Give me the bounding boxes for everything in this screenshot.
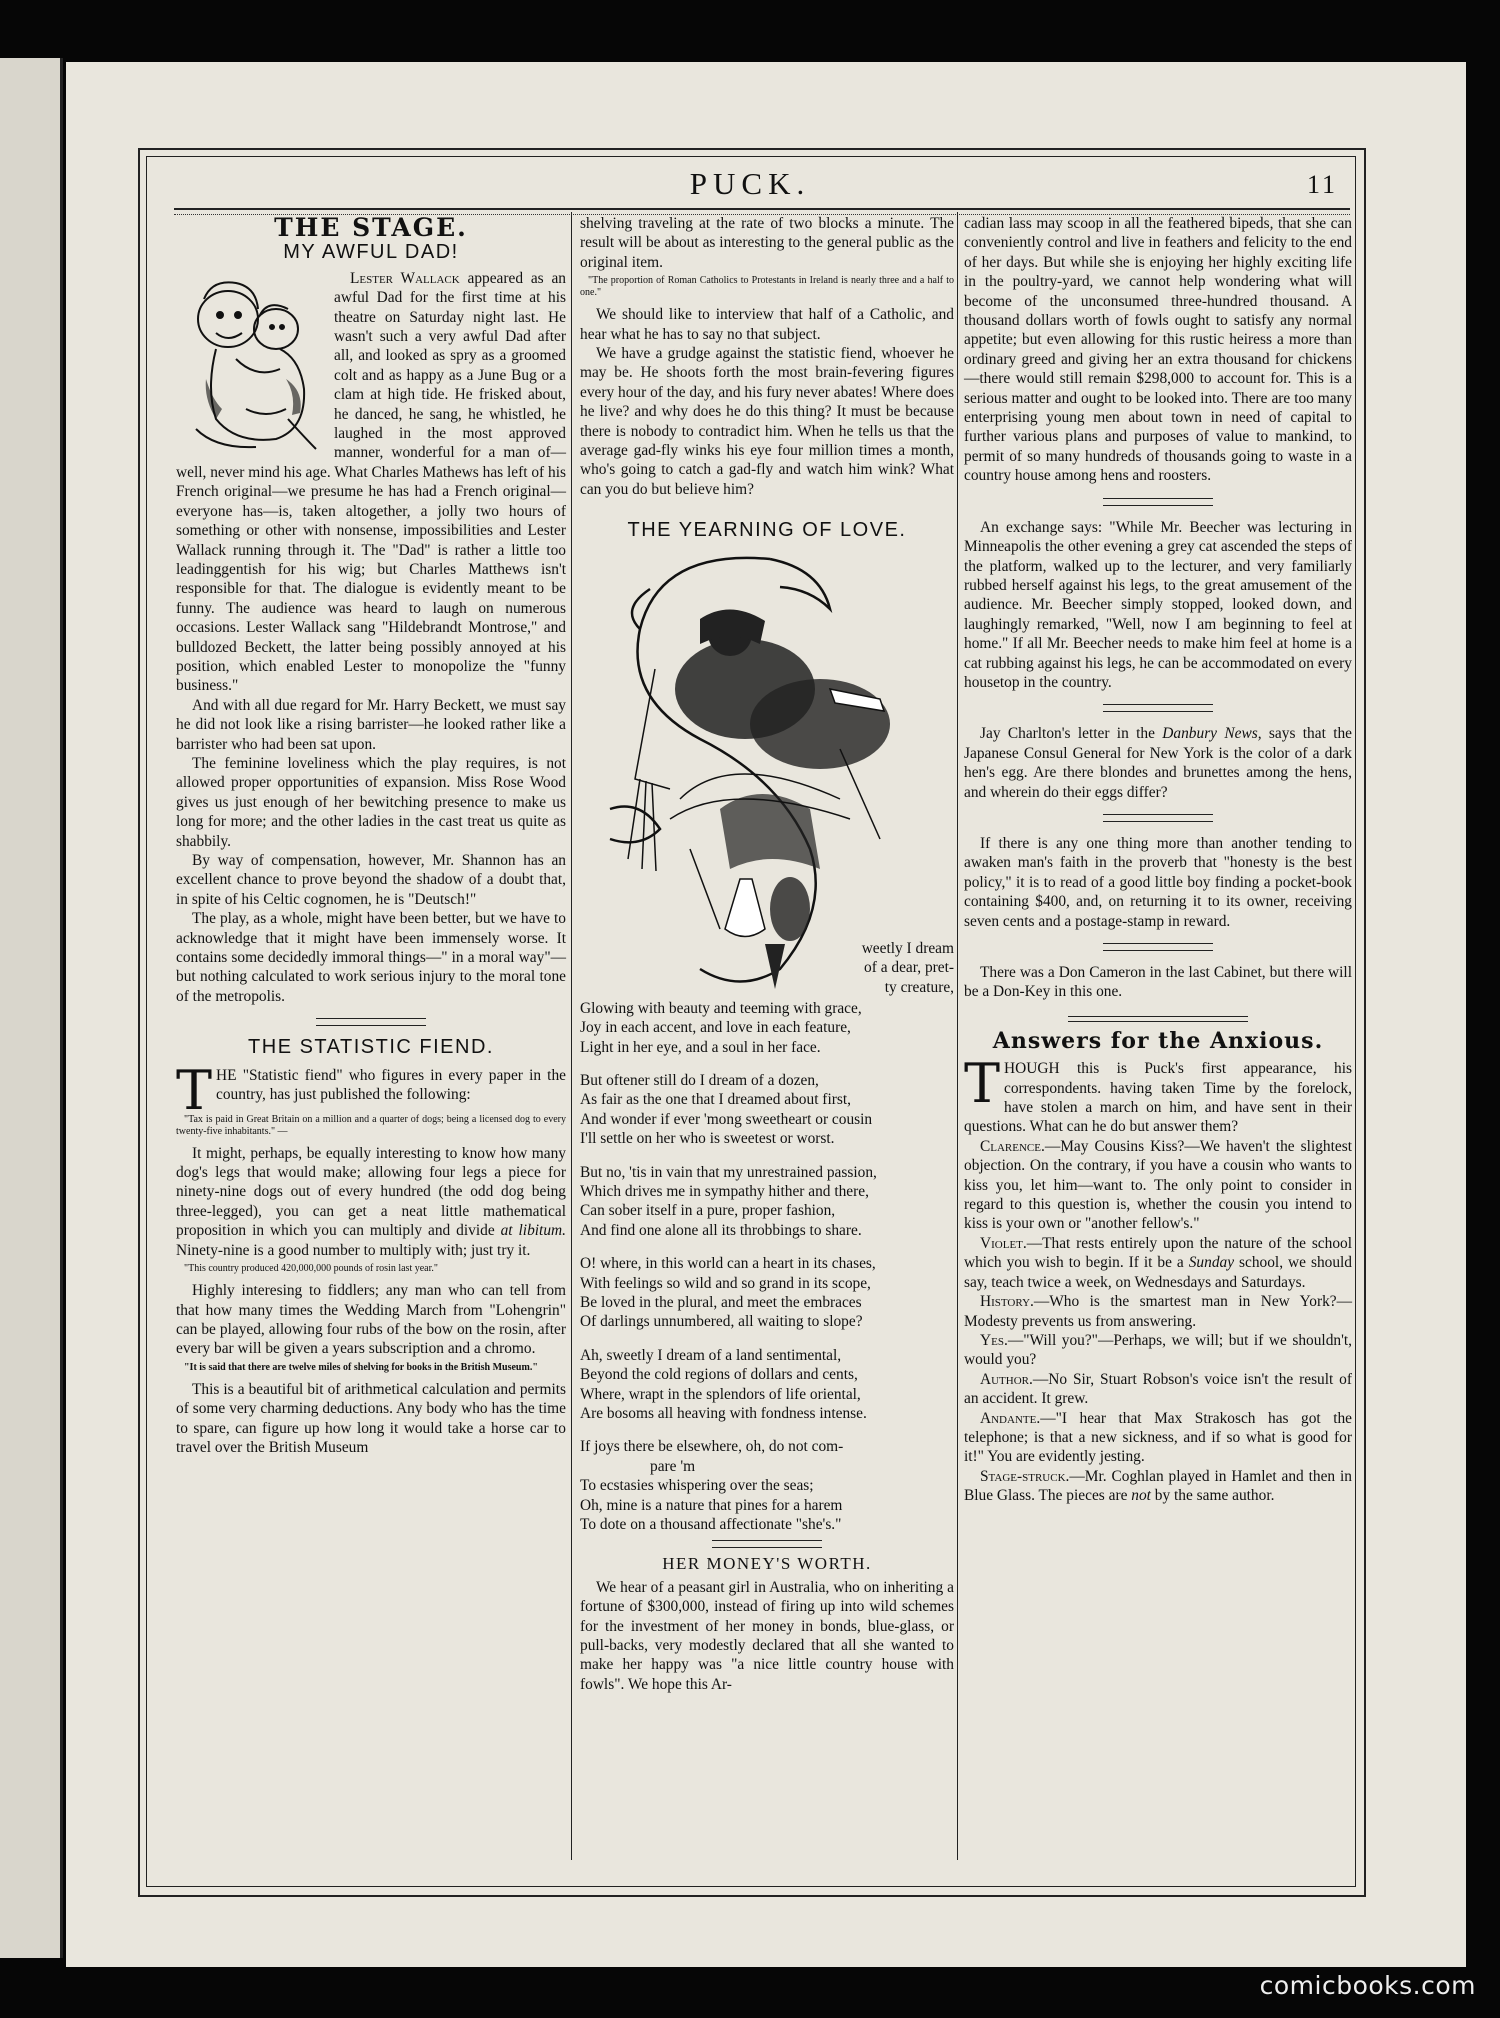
section-separator [1103,943,1213,951]
poem-first-lines [780,939,954,997]
masthead [150,166,1350,206]
poem-illustration-block [580,549,954,999]
poem-line: As fair as the one that I dreamed about first, [580,1091,851,1109]
lead-name-lester-wallack: Lester Wallack [350,269,460,287]
poem-stanza [580,1254,954,1332]
drop-cap: T [176,1058,213,1122]
paragraph: An exchange says: "While Mr. Beecher was lecturing in Minneapolis the other evening a grey cat ascended the steps of the platform, walked up to the lecturer, and very familiarly rubbed herself against his legs, to the great amusement of the audience. Mr. Beecher simply stopped, looked down, and laughingly remarked, "Well, now I am beginning to feel at home." If all Mr. Beecher needs to make him feel at home is a cat rubbing against his legs, he can be accommodated on every housetop in the country. [964,518,1352,691]
poem-line: But oftener still do I dream of a dozen, [580,1071,819,1089]
column-2 [580,214,954,1864]
poem-line: Light in her eye, and a soul in her face. [580,1038,821,1056]
facing-page-edge [0,58,63,1958]
section-separator [316,1018,426,1026]
poem-stanza [580,1437,954,1534]
poem-line: pare 'm [650,1457,696,1475]
quoted-statistic: "This country produced 420,000,000 pounds of rosin last year." [184,1263,438,1275]
poem-line: And find one alone all its throbbings to share. [580,1221,862,1239]
section-title-answers-for-the-anxious: Answers for the Anxious. [992,1027,1324,1054]
masthead-title: PUCK. [689,166,811,201]
poem-line: Beyond the cold regions of dollars and cents, [580,1366,858,1384]
correspondent-name: Clarence. [980,1137,1045,1155]
answer-text: —"I hear that Max Strakosch has got the telephone; is that a new sickness, and if so what is good for it!" You are evidently jesting. [964,1409,1352,1466]
answer-text: —No Sir, Stuart Robson's voice isn't the result of an accident. It grew. [964,1370,1352,1408]
section-title-the-stage: THE STAGE. [274,213,468,242]
poem-line: I'll settle on her who is sweetest or worst. [580,1130,835,1148]
paragraph: If there is any one thing more than another tending to awaken man's faith in the proverb that "honesty is the best policy," it is to read of a good little boy finding a pocket-book containing $400, and, on returning it to its owner, receiving seven cents and a postage-stamp in reward. [964,834,1352,930]
answer-text: —That rests entirely upon the nature of the school which you wish to begin. If it be a [964,1234,1352,1272]
emphasis: at libitum. [500,1222,566,1240]
column-divider [571,212,573,1860]
paragraph-part: Ninety-nine is a good number to multiply with; just try it. [176,1241,531,1259]
section-separator [1103,814,1213,822]
poem-line: Can sober itself in a pure, proper fashion, [580,1202,836,1220]
poem-stanza [580,999,954,1057]
paragraph: And with all due regard for Mr. Harry Beckett, we must say he did not look like a rising barrister—he looked rather like a barrister who had been sat upon. [176,696,566,753]
poem-line: Ah, sweetly I dream of a land sentimental, [580,1346,842,1364]
awful-dad-cartoon-illustration [176,269,326,459]
poem-line: Of darlings unnumbered, all waiting to slope? [580,1313,863,1331]
quoted-statistic: "Tax is paid in Great Britain on a million and a quarter of dogs; being a licensed dog to every twenty-five inhabitants." — [176,1113,566,1137]
correspondent-name: Author. [980,1370,1033,1388]
correspondent-name: Yes. [980,1331,1008,1349]
correspondent-name: History. [980,1293,1034,1311]
article-title-her-moneys-worth: HER MONEY'S WORTH. [662,1554,872,1574]
paragraph-part: It might, perhaps, be equally interesting to know how many dog's legs that would make; allowing four legs a piece for ninety-nine dogs out of every hundred (the odd dog being three-legged), you can get a neat little mathematical proposition in which you can multiply and divide [176,1144,566,1240]
section-separator [712,1540,822,1548]
poem-title-yearning-of-love: THE YEARNING OF LOVE. [627,519,907,542]
emphasis: Sunday [1188,1254,1235,1272]
drop-cap: T [964,1052,1001,1116]
column-3 [964,214,1352,1864]
poem-line: Glowing with beauty and teeming with grace, [580,999,862,1017]
paragraph-part: says that the Japanese Consul General for New York is the color of a dark hen's egg. Are there blondes and brunettes among the hens, and wherein do their eggs differ? [964,725,1353,801]
poem-line: To dote on a thousand affectionate "she's." [580,1516,842,1534]
poem-line: Are bosoms all heaving with fondness intense. [580,1405,867,1422]
source-watermark: comicbooks.com [1259,1971,1476,2000]
poem-line: Joy in each accent, and love in each feature, [580,1019,851,1037]
paragraph: HE "Statistic fiend" who figures in every paper in the country, has just published the following: [216,1066,566,1104]
paragraph: The feminine loveliness which the play requires, is not allowed proper opportunities of expansion. Miss Rose Wood gives us just enough of her bewitching presence to make us long for more; and the other ladies in the cast treat us quite as shabbily. [176,754,566,850]
poem-stanza [580,1346,954,1424]
answer-text: —Mr. Coghlan played in Hamlet and then in Blue Glass. The pieces are [964,1467,1352,1505]
poem-line: Which drives me in sympathy hither and there, [580,1182,869,1200]
column-1 [176,214,566,1864]
paragraph: We hear of a peasant girl in Australia, who on inheriting a fortune of $300,000, instead of firing up into wild schemes for the investment of her money in bonds, blue-glass, or pull-backs, very modestly declared that all she wanted to make her happy was "a nice little country house with fowls". We hope this Ar- [580,1578,954,1693]
quoted-statistic: "The proportion of Roman Catholics to Protestants in Ireland is nearly three and a half to one." [580,275,954,299]
emphasis: Danbury News, [1162,725,1262,743]
paragraph: This is a beautiful bit of arithmetical calculation and permits of some very charming deductions. Any body who has the time to spare, can figure up how long it would take a horse car to travel over the British Museum [176,1380,566,1456]
paragraph: We have a grudge against the statistic fiend, whoever he may be. He shoots forth the most brain-fevering figures every hour of the day, and his fury never abates! Where does he live? and why does he do this thing? It must be because there is nobody to contradict him. When he tells us that the average gad-fly winks his eye four million times a month, who's going to catch a gad-fly and watch him wink? What can you do but believe him? [580,345,954,498]
paragraph: shelving traveling at the rate of two blocks a minute. The result will be about as interesting to the general public as the original item. [580,215,954,271]
paragraph: Highly interesing to fiddlers; any man who can tell from that how many times the Wedding March from "Lohengrin" can be played, allowing four rubs of the bow on the rosin, after every bar will be given a years subscription and a chromo. [176,1282,566,1358]
emphasis: not [1131,1487,1151,1505]
poem-line: ty creature, [884,978,954,996]
article-title-my-awful-dad: MY AWFUL DAD! [283,241,459,264]
correspondent-name: Stage-struck. [980,1467,1070,1485]
paragraph: The play, as a whole, might have been better, but we have to acknowledge that it might have been immensely worse. It contains some decidedly immoral things—" in a moral way"—but nothing calculated to work serious injury to the moral tone of the metropolis. [176,910,566,1005]
poem-line: O! where, in this world can a heart in its chases, [580,1255,876,1273]
poem-line: weetly I dream [861,939,954,957]
poem-line: But no, 'tis in vain that my unrestrained passion, [580,1163,877,1181]
poem-yearning-of-love [580,999,954,1535]
paragraph: By way of compensation, however, Mr. Shannon has an excellent chance to prove beyond the shadow of a doubt that, in spite of his Celtic cognomen, he is "Deutsch!" [176,852,566,908]
poem-line: Where, wrapt in the splendors of life oriental, [580,1385,861,1403]
answer-text: —"Will you?"—Perhaps, we will; but if we shouldn't, would you? [964,1331,1352,1369]
paragraph: There was a Don Cameron in the last Cabinet, but there will be a Don-Key in this one. [964,964,1352,1001]
paragraph: We should like to interview that half of a Catholic, and hear what he has to say no that subject. [580,306,954,343]
answer-text: school, we should say, teach twice a week, on Wednesdays and Saturdays. [964,1254,1352,1291]
section-separator [1103,704,1213,712]
poem-line: Be loved in the plural, and meet the embraces [580,1293,862,1311]
paragraph: HOUGH this is Puck's first appearance, his correspondents. having taken Time by the forelock, have stolen a march on him, and have sent in their questions. What can he do but answer them? [964,1060,1352,1136]
paragraph-part: Jay Charlton's letter in the [980,725,1163,743]
woman-in-letter-s-illustration [580,549,954,999]
section-separator [1103,498,1213,506]
poem-line: To ecstasies whispering over the seas; [580,1477,814,1495]
correspondent-name: Violet. [980,1234,1027,1252]
page-number: 11 [1306,170,1338,199]
article-title-statistic-fiend: THE STATISTIC FIEND. [248,1036,494,1059]
poem-line: And wonder if ever 'mong sweetheart or cousin [580,1110,873,1128]
poem-stanza [580,1163,954,1241]
answer-text: by the same author. [1150,1487,1275,1505]
poem-line: of a dear, pret- [864,959,954,977]
poem-line: Oh, mine is a nature that pines for a harem [580,1496,843,1514]
quoted-statistic: "It is said that there are twelve miles of shelving for books in the British Museum." [184,1361,538,1373]
correspondent-name: Andante. [980,1409,1041,1427]
poem-line: With feelings so wild and so grand in its scope, [580,1274,871,1292]
paragraph: cadian lass may scoop in all the feathered bipeds, that she can conveniently control and live in feathers and felicity to the end of her days. But while she is enjoying her highly exciting life in the poultry-yard, we cannot help wondering what will become of the unconsumed three-hundred thousand. A thousand dollars worth of fowls ought to satisfy any normal appetite; but even allowing for this rustic heiress a more than ordinary greed and giving her an extra thousand for chickens—there would still remain $298,000 to account for. This is a serious matter and ought to be looked into. There are too many enterprising young men about town in need of capital to further various plans and purposes of value to mankind, to permit of so many hundreds of thousands going to waste in a country house among hens and roosters. [964,215,1352,485]
section-separator [1068,1016,1248,1022]
column-divider [957,212,959,1860]
poem-line: If joys there be elsewhere, oh, do not com- [580,1438,844,1456]
answer-text: —Who is the smartest man in New York?—Modesty prevents us from answering. [964,1293,1352,1330]
poem-stanza [580,1071,954,1149]
paragraph: appeared as an awful Dad for the first time at his theatre on Saturday night last. He wasn't such a very awful Dad after all, and looked as spry as a groomed colt and as happy as a June Bug or a clam at high tide. He frisked about, he danced, he sang, he whistled, he laughed in the most approved manner, wonderful for a man of—well, never mind his age. What Charles Mathews has left of his French original—we presume he has had a French original—everyone has—is, taken altogether, a jolly two hours of something or other with nonsense, impossibilities and Lester Wallack running through it. The "Dad" is rather a little too leadinggentish for his wig; but Charles Matthews isn't responsible for that. The dialogue is evidently meant to be funny. The audience was heard to laugh on numerous occasions. Lester Wallack sang "Hildebrandt Montrose," and bulldozed Beckett, the latter being possibly annoyed at his position, which enabled Lester to monopolize the "funny business." [176,269,566,695]
answer-text: —May Cousins Kiss?—We haven't the slightest objection. On the contrary, if you have a cousin who wants to kiss you, let him—want to. The only point to consider in regard to this question is, whether the cousin you intend to kiss is your own or "another fellow's." [964,1137,1352,1233]
